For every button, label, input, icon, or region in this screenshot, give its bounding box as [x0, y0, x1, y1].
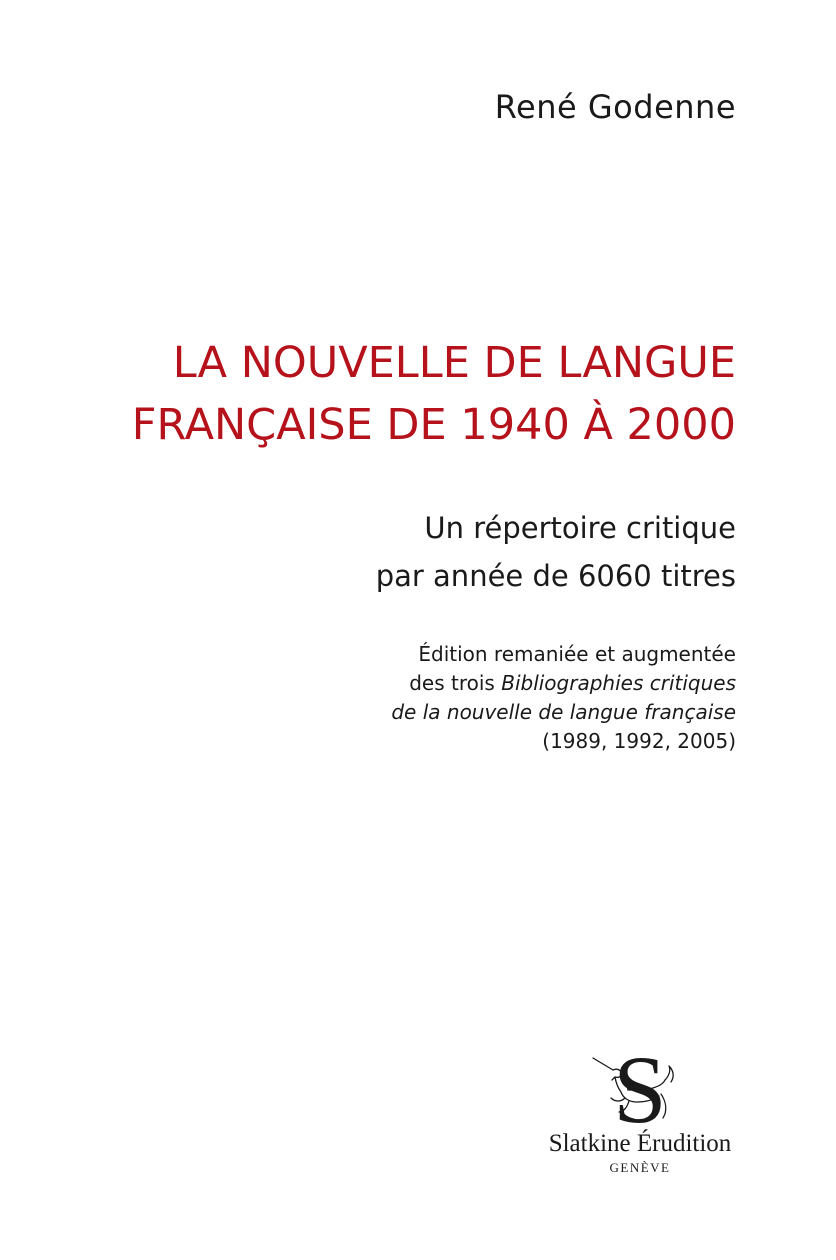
book-title-line-2: FRANÇAISE DE 1940 À 2000: [131, 400, 736, 450]
book-title: [36, 332, 736, 456]
edition-note: [136, 640, 736, 756]
publisher-name: Slatkine Érudition: [548, 1130, 732, 1157]
subtitle-line-2: par année de 6060 titres: [375, 559, 736, 593]
unicorn-s-logo-icon: [585, 1040, 695, 1130]
edition-line-1: Édition remaniée et augmentée: [418, 642, 736, 666]
book-subtitle: [136, 504, 736, 600]
publisher-block: [540, 1040, 740, 1176]
subtitle-line-1: Un répertoire critique: [424, 511, 736, 545]
publisher-city: GENÈVE: [609, 1160, 671, 1175]
edition-line-2-prefix: des trois: [409, 671, 502, 695]
edition-line-3-italic: de la nouvelle de langue française: [391, 700, 736, 724]
logo-letter: S: [613, 1040, 667, 1130]
author-name: René Godenne: [494, 88, 736, 126]
edition-line-3: [136, 698, 736, 727]
edition-line-2: [136, 669, 736, 698]
book-title-line-1: LA NOUVELLE DE LANGUE: [172, 338, 736, 388]
edition-line-4: (1989, 1992, 2005): [542, 729, 736, 753]
edition-line-2-italic: Bibliographies critiques: [501, 671, 736, 695]
